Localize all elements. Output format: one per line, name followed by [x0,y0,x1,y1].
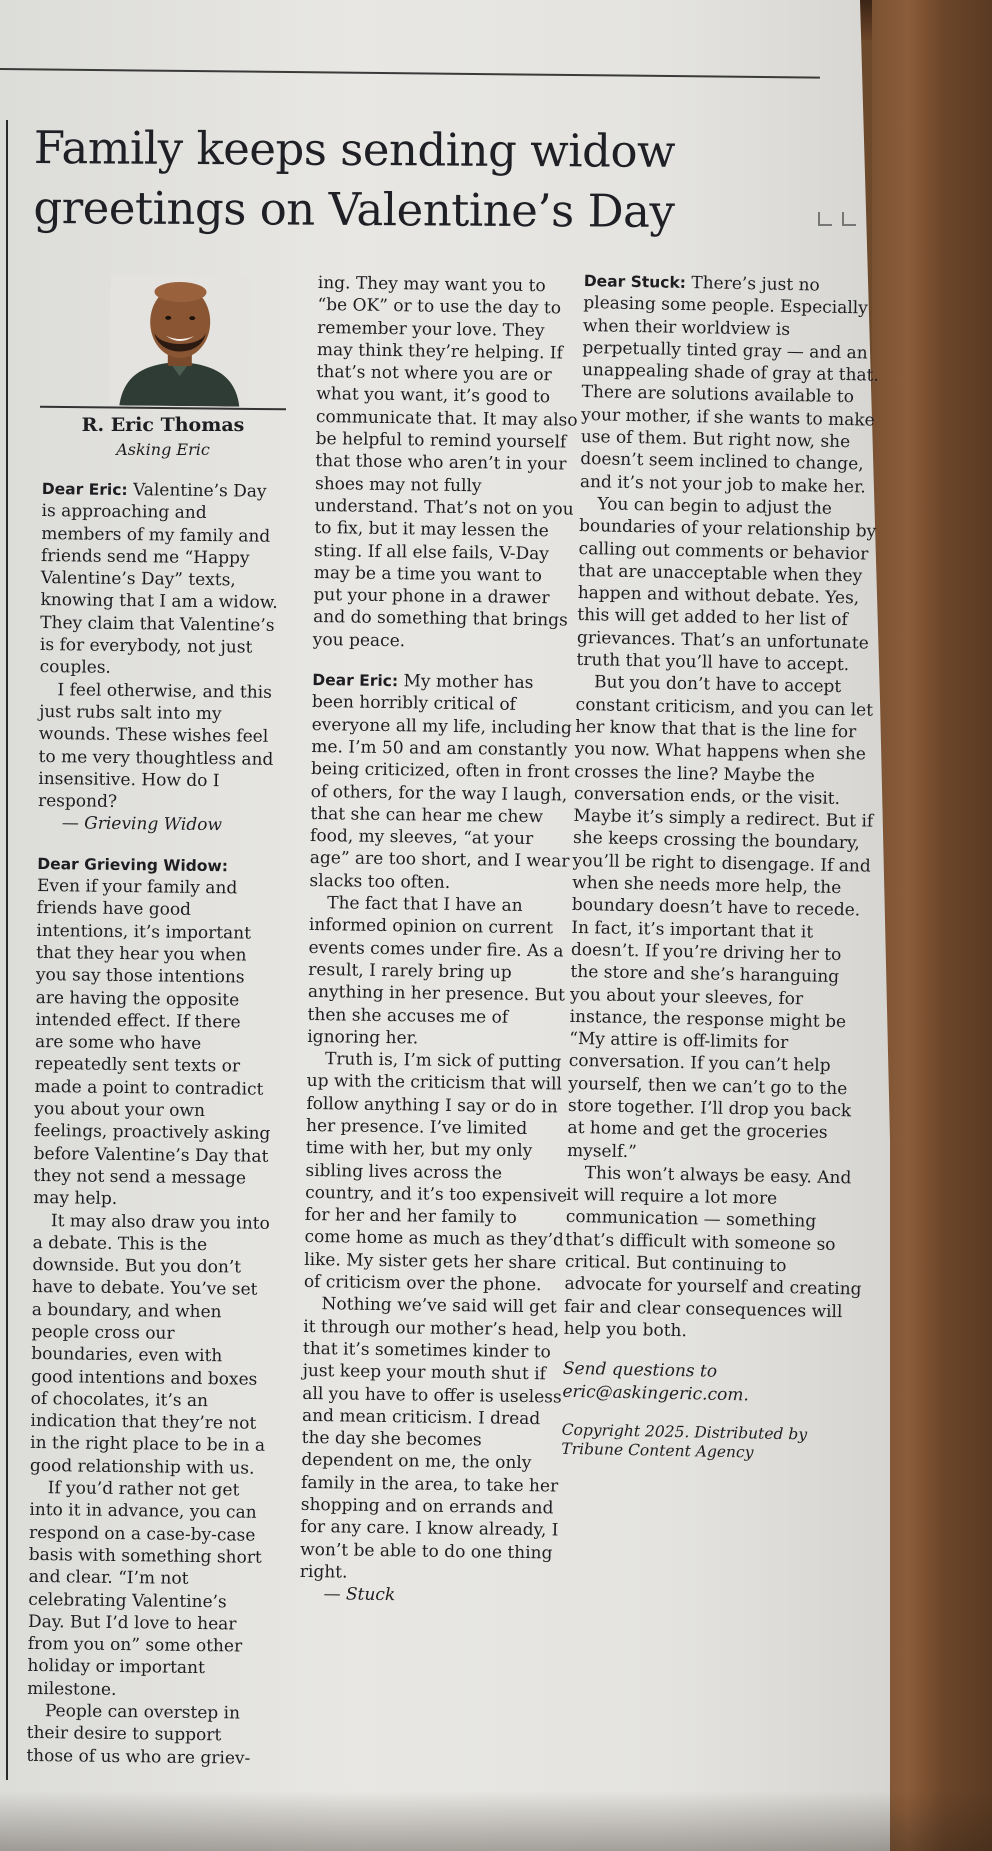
headline-line-2: greetings on Valentine’s Day [33,180,675,238]
answer-1-paragraph-4-continued: ing. They may want you to “be OK” or to use the day to remember your love. They may think they’re helping. If that’s not where you are or what you want, it’s good to communicate that. It may also be helpful to remind yourself that those who aren’t in your shoes may not fully understand. That’s not on you to fix, but it may lessen the sting. If all else fails, V-Day may be a time you want to put your phone in a drawer and do something that brings you peace. [312,272,578,652]
copyright-line: Copyright 2025. Distributed by Tribune Content Agency [561,1420,808,1462]
article-headline [33,118,854,243]
letter-1-signature: — Grieving Widow [61,813,223,836]
letter-1-paragraph-2: I feel otherwise, and this just rubs salt into my wounds. These wishes feel to me very thoughtless and insensitive. How do I respond? [37,679,274,813]
letter-2-paragraph-4: Nothing we’ve said will get it through our mother’s head, that it’s sometimes kinder to just keep your mouth shut if all you have to offer is useless and mean criticism. I dread the day she becomes dependent on me, the only family in the area, to take her shopping and on errands and for any care. I know already, I won’t be able to do one thing right. [299,1294,562,1583]
headline-line-1: Family keeps sending widow [33,120,676,178]
column-3 [561,270,884,1464]
letter-1-paragraph-1: Dear Eric: Valentine’s Day is approaching and members of my family and friends send me “Happy Valentine’s Day” texts, knowing that I am a widow. They claim that Valentine’s is for everybody, not just couples. [39,479,278,679]
answer-2-paragraph-1: Dear Stuck: There’s just no pleasing some people. Especially when their worldview is perpetually tinted gray — and an unappealing shade of gray at that. There are solutions available to your mother, if she wants to make use of them. But right now, she doesn’t seem inclined to change, and it’s not your job to make her. [579,271,880,498]
column-name: Asking Eric [116,440,210,459]
answer-1-paragraph-1: Dear Grieving Widow: Even if your family and friends have good intentions, it’s important that they hear you when you say those intentions are having the opposite intended effect. If there are some who have repeatedly sent texts or made a point to contradict you about your own feelings, proactively asking before Valentine’s Day that they not send a message may help. [33,854,271,1210]
answer-1-salutation: Dear Grieving Widow: [37,854,229,876]
letter-2-paragraph-2: The fact that I have an informed opinion on current events comes under fire. As a result, I rarely bring up anything in her presence. But then she accuses me of ignoring her. [307,893,565,1049]
contact-line: Send questions to eric@askingeric.com. [562,1359,750,1405]
letter-1-salutation: Dear Eric: [41,479,128,500]
left-column-rule [6,120,8,1780]
column-2 [299,272,580,1609]
answer-2-paragraph-3: But you don’t have to accept constant criticism, and you can let her know that that is the line for you now. What happens when she crosses the line? Maybe the conversation ends, or the visit. Maybe it’s simply a redirect. But if she keeps crossing the boundary, you’ll be right to disengage. If and when she needs more help, the boundary doesn’t have to recede. In fact, it’s important that it doesn’t. If you’re driving her to the store and she’s haranguing you about your sleeves, for instance, the response might be “My attire is off-limits for conversation. If you can’t help yourself, then we can’t go to the store together. I’ll drop you back at home and get the groceries myself.” [566,672,874,1162]
answer-1-paragraph-4: People can overstep in their desire to support those of us who are griev- [26,1701,251,1769]
author-photo-image [109,275,250,406]
answer-1-paragraph-3: If you’d rather not get into it in advance, you can respond on a case-by-case basis with something short and clear. “I’m not celebrating Valentine’s Day. But I’d love to hear from you on” some other holiday or important milestone. [27,1478,262,1700]
answer-2-paragraph-2: You can begin to adjust the boundaries of your relationship by calling out comments or behavior that are unacceptable when they happen and without debate. Yes, this will get added to her list of grievances. That’s an unfortunate truth that you’ll have to accept. [576,494,877,676]
wood-table-background [872,0,992,1851]
answer-2-paragraph-4: This won’t always be easy. And it will require a lot more communication — something that’s difficult with someone so critical. But continuing to advocate for yourself and creating fair and clear consequences will help you both. [563,1163,862,1342]
letter-2-salutation: Dear Eric: [312,671,399,691]
letter-2-paragraph-3: Truth is, I’m sick of putting up with the criticism that will follow anything I say or do in her presence. I’ve limited time with her, but my only sibling lives across the country, and it’s too expensive for her and her family to come home as much as they’d like. My sister gets her share of criticism over the phone. [303,1049,568,1296]
column-1 [26,478,280,1770]
author-photo [109,275,250,406]
author-name: R. Eric Thomas [81,414,245,436]
answer-1-paragraph-2: It may also draw you into a debate. This is the downside. But you don’t have to debate. You’ve set a boundary, and when people cross our boundaries, even with good intentions and boxes of chocolates, it’s an indication that they’re not in the right place to be in a good relationship with us. [29,1210,270,1479]
letter-2-paragraph-1: Dear Eric: My mother has been horribly critical of everyone all my life, including me. I’m 50 and am constantly being criticized, often in front of others, for the way I laugh, that she can hear me chew food, my sleeves, “at your age” are too short, and I wear slacks too often. [309,671,572,893]
paper-shadow [0,1791,992,1851]
answer-2-salutation: Dear Stuck: [583,271,687,292]
letter-2-signature: — Stuck [323,1584,396,1606]
